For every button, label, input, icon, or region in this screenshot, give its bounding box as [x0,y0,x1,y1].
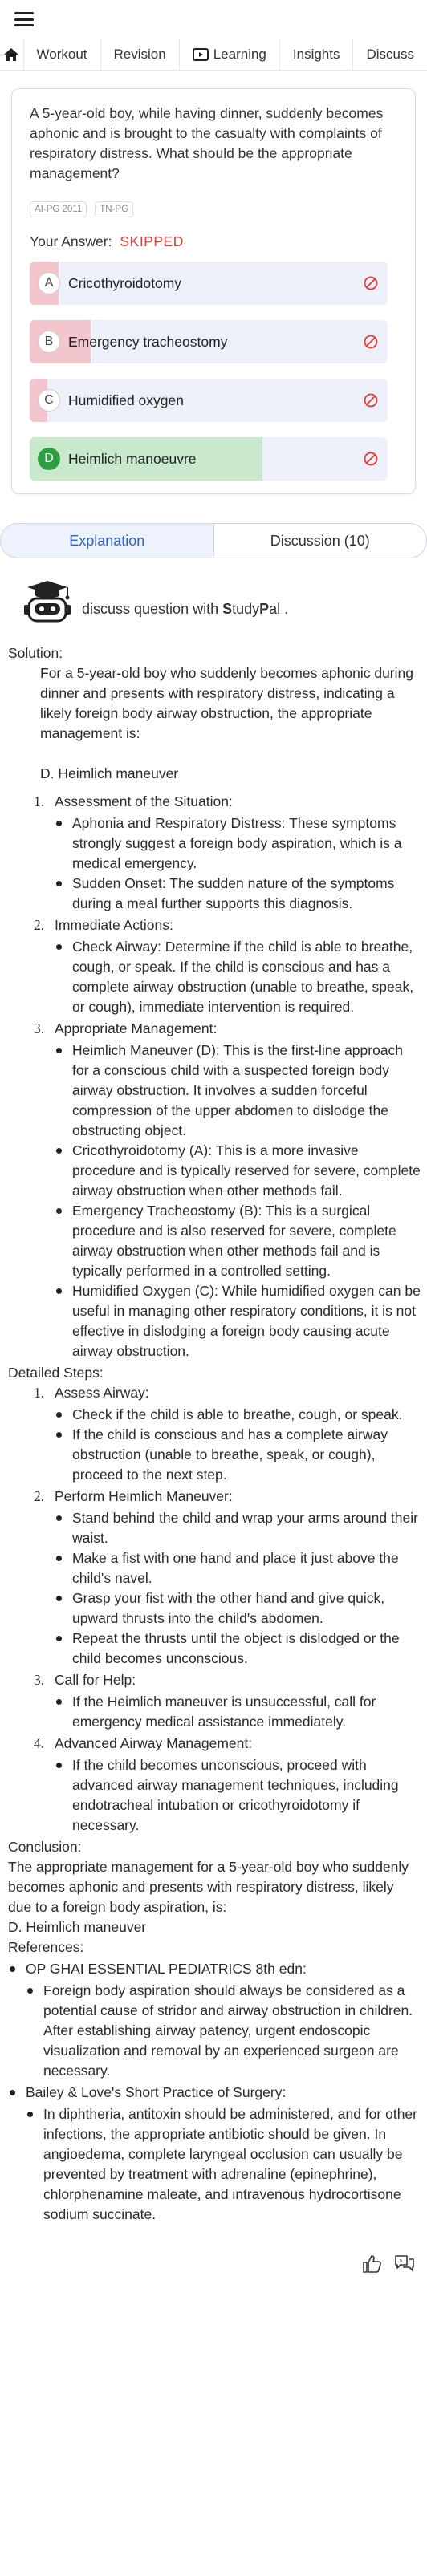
reference-bullet: In diphtheria, antitoxin should be administered, and for other infections, the appropriate antibiotic should be given. In angioedema, complete laryngeal occlusion can usually be prevented by treatment with adrenaline (epinephrine), chlorphenamine maleate, and intravenous hydrocortisone sodium succinate. [43,2104,421,2225]
item-number: 1. [34,793,45,809]
nav-discuss-label: Discuss [366,46,414,62]
nav-insights[interactable] [280,39,354,70]
top-bar [0,0,427,39]
bullet-item: Make a fist with one hand and place it just above the child's navel. [72,1548,421,1588]
studypal-suffix: . [280,600,289,617]
robot-graduate-icon [21,579,74,624]
item-bullets [55,1508,421,1669]
references-heading: References: [8,1939,84,1955]
numbered-item [34,1383,421,1485]
bullet-item: Emergency Tracheostomy (B): This is a surgical procedure and is also reserved for severe, complete airway obstruction when other methods fail and is typically performed in a controlled setting. [72,1201,421,1281]
bullet-item: If the Heimlich maneuver is unsuccessful, call for emergency medical assistance immediately. [72,1692,421,1732]
bullet-item: Sudden Onset: The sudden nature of the symptoms during a meal further supports this diagnosis. [72,874,421,914]
nav-insights-label: Insights [292,46,340,62]
option-letter: C [38,389,60,412]
ban-icon [364,276,378,290]
solution-answer: D. Heimlich maneuver [40,765,179,781]
nav-workout[interactable] [24,39,101,70]
bullet-item: If the child is conscious and has a complete airway obstruction (unable to breathe, speak, or cough), proceed to the next step. [72,1425,421,1485]
question-text: A 5-year-old boy, while having dinner, suddenly becomes aphonic and is brought to the casualty with complaints of respiratory distress. What should be the appropriate management? [30,105,384,181]
home-icon[interactable] [0,39,24,70]
item-number: 1. [34,1385,45,1401]
steps-heading: Detailed Steps: [8,1365,104,1381]
video-icon [193,48,209,61]
reference-item [26,1959,421,2081]
option-b[interactable] [30,320,388,363]
studypal-text [82,601,288,618]
ban-icon [364,452,378,466]
item-title: Assess Airway: [55,1385,149,1401]
bullet-item: Aphonia and Respiratory Distress: These symptoms strongly suggest a foreign body aspiration, which is a medical emergency. [72,813,421,874]
solution-intro: For a 5-year-old boy who suddenly becomes aphonic during dinner and presents with respiratory distress, indicating a likely foreign body airway obstruction, the appropriate management is: [40,665,413,741]
solution-sections [8,792,421,1361]
bullet-item: Heimlich Maneuver (D): This is the first-line approach for a conscious child with a suspected foreign body airway obstruction. It involves a sudden forceful compression of the upper abdomen to dislodge the obstructing object. [72,1041,421,1141]
conclusion-answer: D. Heimlich maneuver [8,1919,147,1935]
item-bullets [55,813,421,914]
menu-icon[interactable] [14,12,34,26]
bullet-item: If the child becomes unconscious, proceed with advanced airway management techniques, including endotracheal intubation or cricothyroidotomy if necessary. [72,1755,421,1836]
your-answer-label: Your Answer: [30,233,112,249]
reference-title: Bailey & Love's Short Practice of Surgery: [26,2084,287,2100]
bullet-item: Cricothyroidotomy (A): This is a more invasive procedure and is typically reserved for severe, complete airway obstruction when other methods fail. [72,1141,421,1201]
nav-discuss[interactable] [353,39,427,70]
item-bullets [55,1041,421,1361]
item-title: Assessment of the Situation: [55,793,233,809]
feedback-bar [0,2226,427,2290]
nav-learning[interactable] [180,39,280,70]
tab-discussion[interactable]: Discussion (10) [214,523,427,558]
nav-learning-label: Learning [213,46,266,62]
options-list [30,262,405,481]
ban-icon [364,393,378,408]
option-letter: A [38,272,60,294]
option-letter: B [38,331,60,353]
solution-heading: Solution: [8,645,63,661]
solution-body [0,624,427,2225]
studypal-prefix: discuss question with [82,600,223,617]
option-label: Emergency tracheostomy [68,333,228,350]
option-a[interactable] [30,262,388,305]
numbered-item [34,792,421,914]
feedback-chat-icon[interactable] [393,2253,416,2274]
bullet-item: Grasp your fist with the other hand and give quick, upward thrusts into the child's abdomen. [72,1588,421,1629]
item-number: 2. [34,917,45,933]
nav-revision-label: Revision [113,46,166,62]
item-number: 2. [34,1488,45,1504]
reference-bullets [26,1981,421,2081]
numbered-item [34,915,421,1017]
item-number: 3. [34,1672,45,1688]
reference-title: OP GHAI ESSENTIAL PEDIATRICS 8th edn: [26,1961,307,1977]
item-number: 4. [34,1735,45,1751]
studypal-brand-tudy: tudy [232,600,260,617]
item-bullets [55,1405,421,1485]
bullet-item: Repeat the thrusts until the object is dislodged or the child becomes unconscious. [72,1629,421,1669]
detailed-steps [8,1383,421,1836]
studypal-brand-p: P [259,600,270,617]
thumbs-up-icon[interactable] [361,2253,382,2274]
references-list [8,1959,421,2225]
studypal-brand-s: S [222,600,233,617]
item-bullets [55,937,421,1017]
item-bullets [55,1692,421,1732]
option-d[interactable] [30,437,388,481]
item-bullets [55,1755,421,1836]
numbered-item [34,1487,421,1669]
your-answer [30,233,405,250]
question-tags [30,201,405,217]
bullet-item: Stand behind the child and wrap your arms around their waist. [72,1508,421,1548]
option-letter: D [38,448,60,470]
studypal-brand-al: al [269,600,281,617]
exam-tag: AI-PG 2011 [30,201,87,217]
item-title: Immediate Actions: [55,917,173,933]
numbered-item [34,1670,421,1732]
question-card [11,88,416,494]
item-number: 3. [34,1020,45,1036]
solution-tabs [0,523,427,558]
option-c[interactable] [30,379,388,422]
reference-item [26,2083,421,2225]
conclusion-text: The appropriate management for a 5-year-old boy who suddenly becomes aphonic and presents with respiratory distress, likely due to a foreign body aspiration, is: [8,1859,409,1915]
reference-bullets [26,2104,421,2225]
ban-icon [364,335,378,349]
tab-explanation[interactable]: Explanation [0,523,214,558]
numbered-item [34,1734,421,1836]
exam-tag: TN-PG [95,201,133,217]
nav-workout-label: Workout [36,46,87,62]
reference-bullet: Foreign body aspiration should always be considered as a potential cause of stridor and airway obstruction in children. After establishing airway patency, urgent endoscopic visualization and removal by an experienced surgeon are necessary. [43,1981,421,2081]
your-answer-value: SKIPPED [120,233,184,249]
nav-bar [0,39,427,71]
item-title: Perform Heimlich Maneuver: [55,1488,233,1504]
bullet-item: Check if the child is able to breathe, cough, or speak. [72,1405,421,1425]
numbered-item [34,1019,421,1361]
option-label: Cricothyroidotomy [68,274,182,291]
item-title: Appropriate Management: [55,1020,218,1036]
conclusion-heading: Conclusion: [8,1839,82,1855]
bullet-item: Check Airway: Determine if the child is able to breathe, cough, or speak. If the child is conscious and has a complete airway obstruction (unable to breathe, speak, or cough), immediate intervention is required. [72,937,421,1017]
nav-revision[interactable] [101,39,180,70]
studypal-banner[interactable] [21,579,427,624]
option-label: Humidified oxygen [68,391,184,408]
bullet-item: Humidified Oxygen (C): While humidified oxygen can be useful in managing other respiratory conditions, it is not effective in dislodging a foreign body causing acute airway obstruction. [72,1281,421,1361]
item-title: Call for Help: [55,1672,136,1688]
item-title: Advanced Airway Management: [55,1735,253,1751]
option-label: Heimlich manoeuvre [68,450,197,467]
